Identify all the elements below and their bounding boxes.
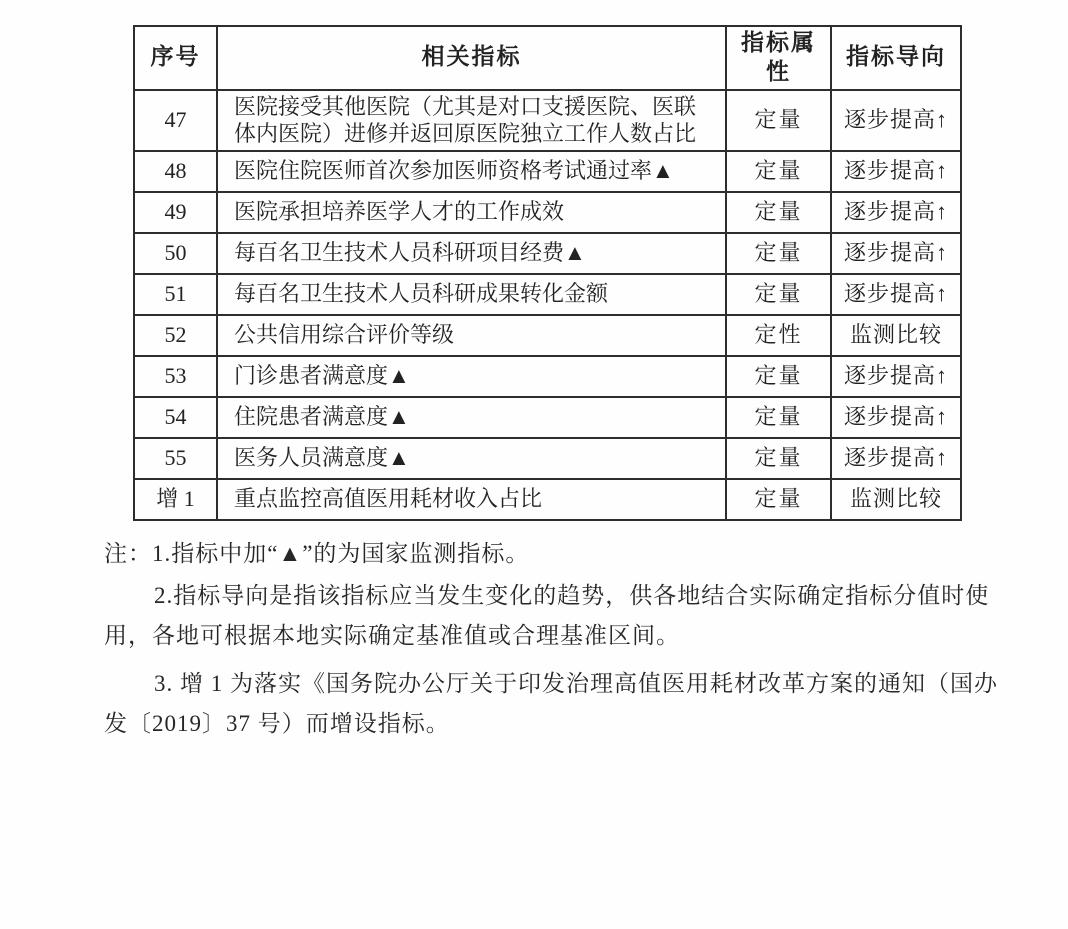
table-row bbox=[134, 315, 961, 356]
col-header-indicator: 相关指标 bbox=[217, 26, 726, 90]
indicator-table bbox=[133, 25, 962, 521]
table-row bbox=[134, 233, 961, 274]
table-row bbox=[134, 151, 961, 192]
row-direction: 监测比较 bbox=[831, 315, 961, 356]
note-3-line-1: 3. 增 1 为落实《国务院办公厅关于印发治理高值医用耗材改革方案的通知（国办 bbox=[154, 671, 998, 696]
row-no: 55 bbox=[134, 438, 217, 479]
table-row bbox=[134, 274, 961, 315]
table-row bbox=[134, 479, 961, 520]
row-no: 48 bbox=[134, 151, 217, 192]
row-indicator: 医院承担培养医学人才的工作成效 bbox=[217, 192, 726, 233]
row-no: 52 bbox=[134, 315, 217, 356]
row-attribute: 定量 bbox=[726, 397, 831, 438]
row-indicator: 医务人员满意度▲ bbox=[217, 438, 726, 479]
row-no: 54 bbox=[134, 397, 217, 438]
row-direction: 逐步提高↑ bbox=[831, 233, 961, 274]
note-2-line-2: 用，各地可根据本地实际确定基准值或合理基准区间。 bbox=[104, 623, 680, 648]
footnotes bbox=[104, 538, 998, 748]
row-attribute: 定量 bbox=[726, 151, 831, 192]
col-header-attribute: 指标属性 bbox=[726, 26, 831, 90]
row-attribute: 定量 bbox=[726, 192, 831, 233]
row-indicator: 重点监控高值医用耗材收入占比 bbox=[217, 479, 726, 520]
row-attribute: 定量 bbox=[726, 90, 831, 151]
row-attribute: 定性 bbox=[726, 315, 831, 356]
row-direction: 逐步提高↑ bbox=[831, 397, 961, 438]
row-no: 53 bbox=[134, 356, 217, 397]
row-indicator: 医院接受其他医院（尤其是对口支援医院、医联体内医院）进修并返回原医院独立工作人数占比 bbox=[217, 90, 726, 151]
col-header-no: 序号 bbox=[134, 26, 217, 90]
row-no: 增 1 bbox=[134, 479, 217, 520]
row-direction: 逐步提高↑ bbox=[831, 274, 961, 315]
row-no: 47 bbox=[134, 90, 217, 151]
row-indicator: 住院患者满意度▲ bbox=[217, 397, 726, 438]
row-direction: 逐步提高↑ bbox=[831, 192, 961, 233]
row-attribute: 定量 bbox=[726, 479, 831, 520]
row-indicator: 公共信用综合评价等级 bbox=[217, 315, 726, 356]
table-row bbox=[134, 90, 961, 151]
row-indicator: 门诊患者满意度▲ bbox=[217, 356, 726, 397]
row-indicator: 每百名卫生技术人员科研成果转化金额 bbox=[217, 274, 726, 315]
row-no: 51 bbox=[134, 274, 217, 315]
row-no: 50 bbox=[134, 233, 217, 274]
table-row bbox=[134, 438, 961, 479]
row-attribute: 定量 bbox=[726, 356, 831, 397]
note-3-line-2: 发〔2019〕37 号）而增设指标。 bbox=[104, 711, 450, 736]
table-row bbox=[134, 192, 961, 233]
table-row bbox=[134, 397, 961, 438]
table-header-row bbox=[134, 26, 961, 90]
note-1: 注：1.指标中加“▲”的为国家监测指标。 bbox=[104, 541, 530, 566]
note-2-line-1: 2.指标导向是指该指标应当发生变化的趋势，供各地结合实际确定指标分值时使 bbox=[154, 583, 990, 608]
row-attribute: 定量 bbox=[726, 233, 831, 274]
row-indicator: 医院住院医师首次参加医师资格考试通过率▲ bbox=[217, 151, 726, 192]
row-indicator: 每百名卫生技术人员科研项目经费▲ bbox=[217, 233, 726, 274]
row-direction: 逐步提高↑ bbox=[831, 356, 961, 397]
row-direction: 监测比较 bbox=[831, 479, 961, 520]
row-attribute: 定量 bbox=[726, 274, 831, 315]
table-row bbox=[134, 356, 961, 397]
col-header-direction: 指标导向 bbox=[831, 26, 961, 90]
row-direction: 逐步提高↑ bbox=[831, 151, 961, 192]
row-direction: 逐步提高↑ bbox=[831, 90, 961, 151]
row-attribute: 定量 bbox=[726, 438, 831, 479]
row-no: 49 bbox=[134, 192, 217, 233]
row-direction: 逐步提高↑ bbox=[831, 438, 961, 479]
